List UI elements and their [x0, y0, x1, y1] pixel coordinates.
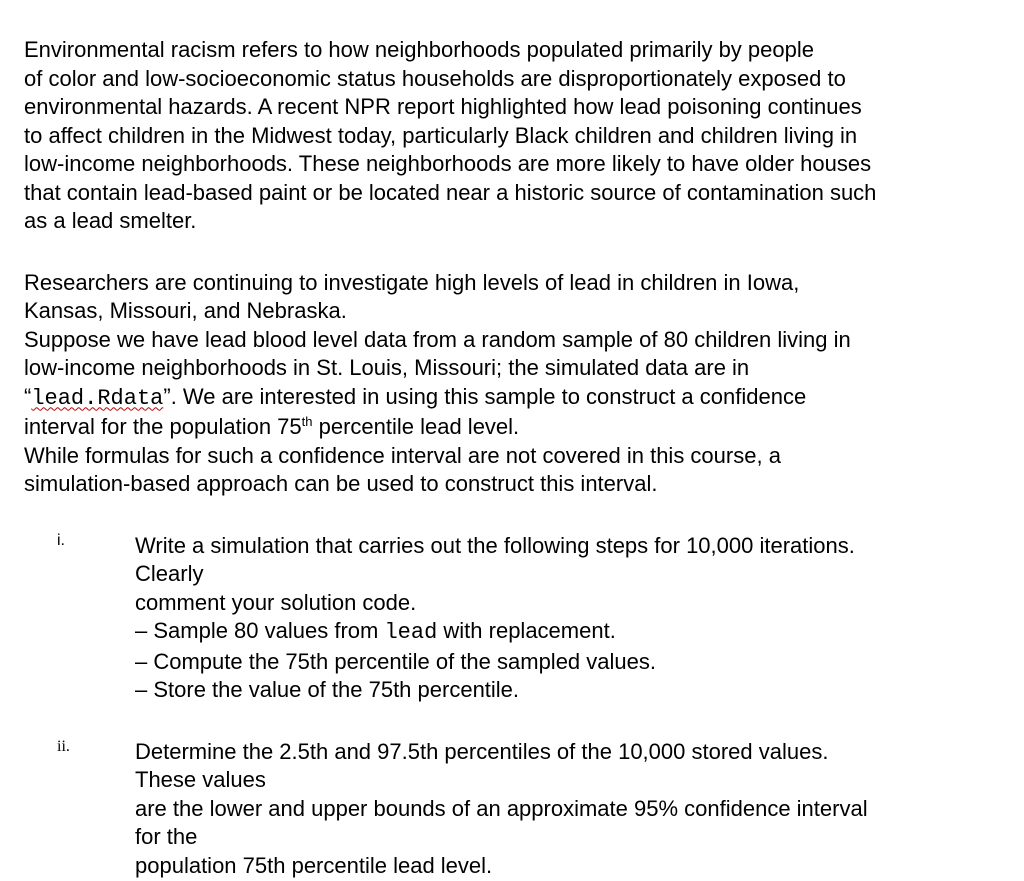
document-page: [24, 36, 1004, 880]
list-item: [24, 738, 1004, 881]
ordinal-suffix: th: [301, 414, 313, 429]
list-spacer: [24, 499, 1004, 532]
list-marker: ii.: [57, 737, 70, 755]
list-item-text: [135, 532, 1004, 705]
list-spacer: [24, 705, 1004, 738]
problem-paragraph: [24, 269, 1004, 499]
list-marker: i.: [57, 531, 65, 549]
problem-text-middle: . We are interested in using this sample to construct a confidence interval for the population 75: [24, 383, 807, 439]
inline-code: lead: [384, 620, 438, 645]
intro-paragraph: Environmental racism refers to how neighborhoods populated primarily by people of color and low-socioeconomic status households are disproportionately exposed to environmental hazards. A recent NPR report highlighted how lead poisoning continues to affect children in the Midwest today, particularly Black children and children living in low-income neighborhoods. These neighborhoods are more likely to have older houses that contain lead-based paint or be located near a historic source of contamination such as a lead smelter.: [24, 37, 877, 233]
open-quote: “: [24, 383, 32, 409]
data-filename: lead.Rdata: [31, 385, 164, 411]
item-text-start: Write a simulation that carries out the following steps for 10,000 iterations. Clearly comment your solution code. – Sample 80 values from: [135, 532, 855, 643]
paragraph-spacer: [24, 236, 1004, 269]
list-item-text: Determine the 2.5th and 97.5th percentiles of the 10,000 stored values. These values are the lower and upper bounds of an approximate 95% confidence interval for the population 75th percentile lead level.: [135, 738, 868, 878]
item-text-end: with replacement. – Compute the 75th percentile of the sampled values. – Store the value of the 75th percentile.: [135, 618, 656, 702]
list-item: [24, 532, 1004, 705]
problem-text-end: percentile lead level. While formulas for such a confidence interval are not covered in this course, a simulation-based approach can be used to construct this interval.: [24, 414, 781, 496]
close-quote: ”: [163, 383, 171, 409]
problem-text-start: Researchers are continuing to investigate high levels of lead in children in Iowa, Kansas, Missouri, and Nebraska. Suppose we have lead blood level data from a random sample of 80 children living in low-income neighborhoods in St. Louis, Missouri; the simulated data are in: [24, 269, 851, 380]
